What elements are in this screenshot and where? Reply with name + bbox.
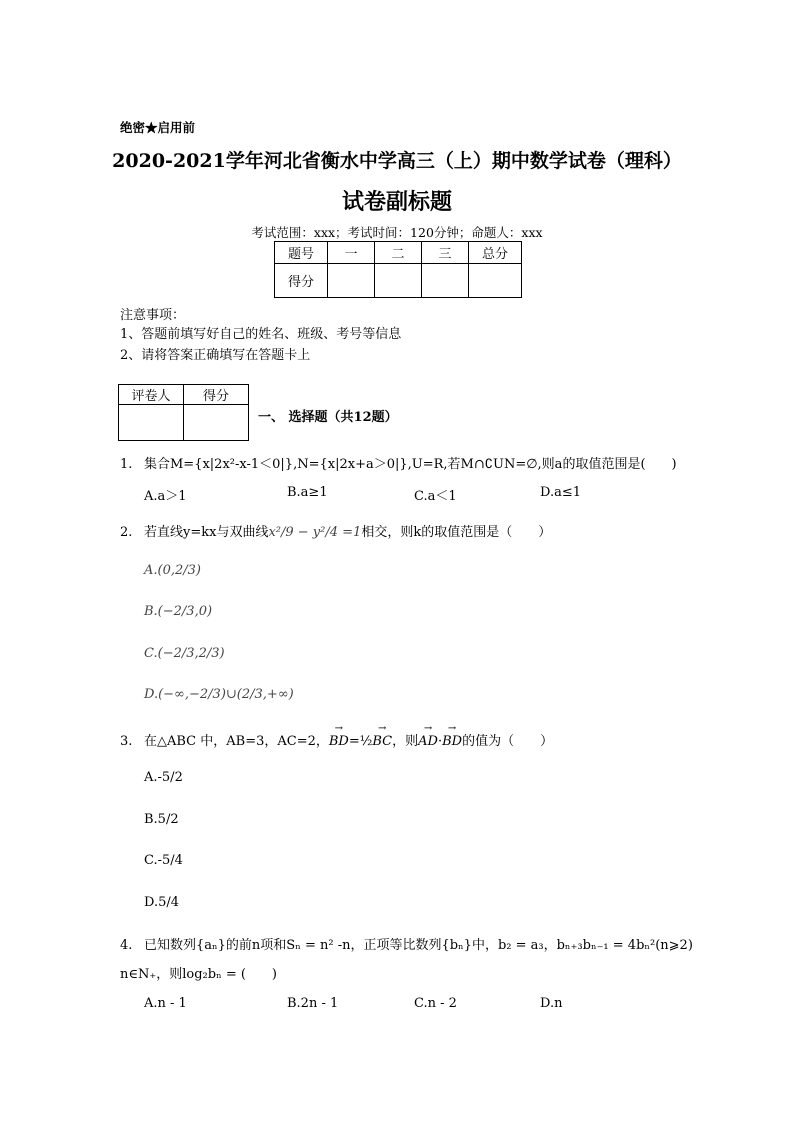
question-stem-mid: ，则 (392, 734, 419, 749)
note-item: 1、答题前填写好自己的姓名、班级、考号等信息 (120, 327, 402, 342)
question-1 (120, 453, 677, 472)
coefficient: =½ (348, 734, 373, 749)
grader-cell[interactable] (119, 405, 184, 441)
option-d[interactable]: D.5/4 (144, 895, 180, 910)
exam-info: 考试范围：xxx；考试时间：120分钟；命题人：xxx (251, 225, 543, 240)
dot-operator: · (437, 734, 443, 749)
score-cell[interactable] (375, 264, 422, 298)
question-4-line2: n∈N₊，则log₂bₙ = ( ) (120, 967, 277, 982)
option-b[interactable]: B.(−2/3,0) (144, 604, 213, 619)
question-3 (120, 730, 553, 749)
question-stem: 集合M={x|2x²-x-1＜0|},N={x|2x+a＞0|},U=R,若M∩∁UN=∅,则a的取值范围是( ) (144, 457, 677, 472)
option-b[interactable]: B.2n - 1 (287, 996, 339, 1011)
score-table-header: 题号 (275, 242, 328, 264)
question-number: 4. (120, 938, 133, 953)
question-stem-pre: 若直线y=kx与双曲线 (144, 525, 269, 540)
score-cell[interactable] (422, 264, 469, 298)
grader-score-label: 得分 (184, 385, 249, 405)
score-table (274, 241, 522, 298)
option-a[interactable]: A.a＞1 (144, 489, 187, 504)
score-cell[interactable] (469, 264, 522, 298)
confidential-label: 绝密★启用前 (120, 120, 196, 135)
question-stem-post: 的值为（ ） (462, 734, 554, 749)
grader-table (118, 384, 249, 441)
option-a[interactable]: A.(0,2/3) (144, 563, 201, 578)
option-a[interactable]: A.n - 1 (144, 996, 187, 1011)
question-number: 3. (120, 734, 133, 749)
score-table-header: 总分 (469, 242, 522, 264)
option-d[interactable]: D.n (540, 996, 563, 1011)
option-b[interactable]: B.a≥1 (287, 485, 328, 500)
score-table-header: 三 (422, 242, 469, 264)
question-number: 2. (120, 525, 133, 540)
section-heading: 一、 选择题（共12题） (258, 410, 398, 425)
option-d[interactable]: D.a≤1 (540, 485, 582, 500)
vector-ad: → AD (418, 734, 438, 749)
option-d[interactable]: D.(−∞,−2/3)∪(2/3,+∞) (144, 687, 294, 702)
question-stem-post: 相交，则k的取值范围是（ ） (361, 525, 552, 540)
question-number: 1. (120, 457, 133, 472)
vector-bd: → BD (329, 734, 349, 749)
grader-score-cell[interactable] (184, 405, 249, 441)
option-c[interactable]: C.n - 2 (414, 996, 457, 1011)
score-table-header: 二 (375, 242, 422, 264)
option-c[interactable]: C.(−2/3,2/3) (144, 646, 225, 661)
exam-subtitle: 试卷副标题 (341, 190, 452, 215)
question-4 (120, 934, 693, 953)
grader-label: 评卷人 (119, 385, 184, 405)
score-cell[interactable] (328, 264, 375, 298)
question-2 (120, 521, 551, 540)
option-c[interactable]: C.-5/4 (144, 853, 183, 868)
exam-title: 2020-2021学年河北省衡水中学高三（上）期中数学试卷（理科） (112, 150, 682, 172)
option-b[interactable]: B.5/2 (144, 812, 179, 827)
score-table-header: 一 (328, 242, 375, 264)
hyperbola-equation: x²/9 − y²/4 =1 (268, 525, 362, 540)
vector-bc: → BC (372, 734, 392, 749)
question-stem-pre: 在△ABC 中，AB=3，AC=2， (144, 734, 329, 749)
option-a[interactable]: A.-5/2 (144, 770, 183, 785)
note-item: 2、请将答案正确填写在答题卡上 (120, 348, 311, 363)
notes-title: 注意事项： (120, 308, 186, 323)
vector-bd: → BD (442, 734, 462, 749)
question-stem: 已知数列{aₙ}的前n项和Sₙ = n² -n，正项等比数列{bₙ}中，b₂ = a₃，bₙ₊₃bₙ₋₁ = 4bₙ²(n⩾2) (144, 938, 693, 953)
option-c[interactable]: C.a＜1 (414, 489, 457, 504)
score-row-label: 得分 (275, 264, 328, 298)
